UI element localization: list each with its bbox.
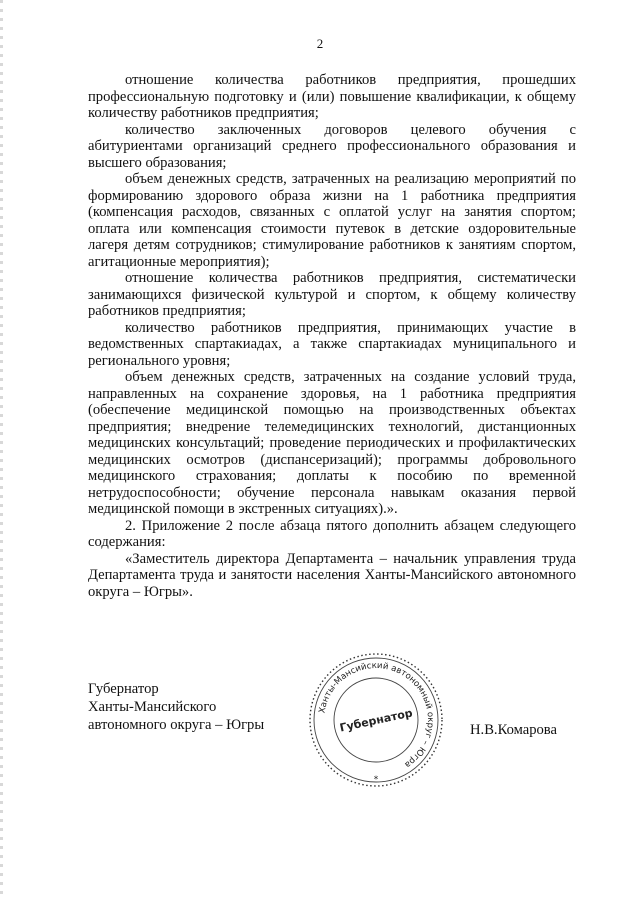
paragraph: отношение количества работников предприятия, прошедших профессиональную подготовку и (или) повышение квалификации, к общему количеству работников предприятия;: [88, 72, 576, 121]
paragraph: «Заместитель директора Департамента – начальник управления труда Департамента труда и занятости населения Ханты-Мансийского автономного округа – Югры».: [88, 550, 576, 600]
paragraph: отношение количества работников предприятия, систематически занимающихся физической культурой и спортом, к общему количеству работников предприятия;: [88, 270, 576, 319]
signature-title-line: автономного округа – Югры: [88, 717, 265, 733]
signature-title-line: Губернатор: [88, 681, 159, 697]
document-body: [88, 72, 576, 600]
scan-edge: [0, 0, 3, 899]
seal-center-text: Губернатор: [338, 706, 414, 735]
signature-title: [88, 680, 264, 734]
paragraph: объем денежных средств, затраченных на создание условий труда, направленных на сохранение здоровья, на 1 работника предприятия (обеспечение медицинской помощью на производственных объектах предприятия; внедрение телемедицинских технологий, дистанционных медицинских консультаций; проведение периодических и профилактических медицинских осмотров (диспансеризаций); программы добровольного медицинского страхования; доплаты к пособию по временной нетрудоспособности; обучение персонала навыкам оказания первой медицинской помощи в экстренных ситуациях).».: [88, 369, 576, 517]
official-seal: [306, 650, 446, 790]
paragraph: объем денежных средств, затраченных на реализацию мероприятий по формированию здорового образа жизни на 1 работника предприятия (компенсация расходов, связанных с оплатой услуг на занятия спортом; оплата или компенсация стоимости путевок в детские оздоровительные лагеря детям сотрудников; стимулирование работников к занятиям спортом, агитационные мероприятия);: [88, 171, 576, 270]
page-number: 2: [316, 36, 324, 51]
signature-title-line: Ханты-Мансийского: [88, 699, 217, 715]
paragraph: количество заключенных договоров целевого обучения с абитуриентами организаций среднего профессионального образования и высшего образования;: [88, 121, 576, 171]
seal-ring-text: Ханты-Мансийский автономный округ – Югра: [317, 660, 436, 770]
seal-graphic: [306, 650, 446, 790]
seal-star: *: [373, 775, 379, 785]
paragraph: 2. Приложение 2 после абзаца пятого дополнить абзацем следующего содержания:: [88, 517, 576, 550]
signer-name: Н.В.Комарова: [470, 722, 557, 738]
paragraph: количество работников предприятия, принимающих участие в ведомственных спартакиадах, а также спартакиадах муниципального и регионального уровня;: [88, 319, 576, 369]
